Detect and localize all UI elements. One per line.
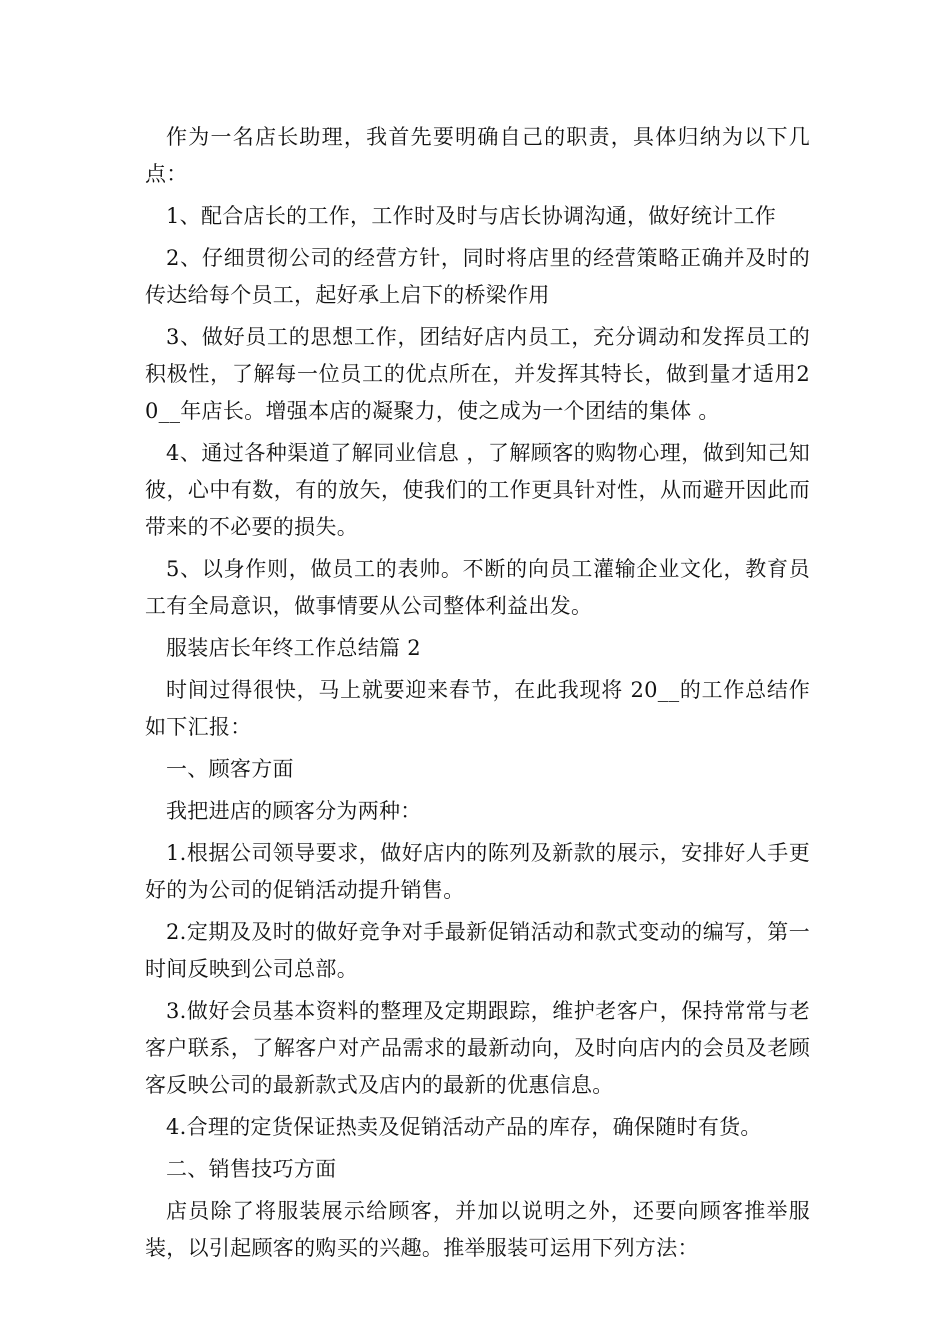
paragraph-duty-3: 3、做好员工的思想工作，团结好店内员工，充分调动和发挥员工的积极性，了解每一位员工的优点所在，并发挥其特长，做到量才适用20__年店长。增强本店的凝聚力，使之成为一个团结的集体 。 (145, 325, 810, 423)
paragraph-intro: 作为一名店长助理，我首先要明确自己的职责，具体归纳为以下几点： (145, 125, 810, 186)
paragraph-item-3: 3.做好会员基本资料的整理及定期跟踪，维护老客户，保持常常与老客户联系，了解客户对产品需求的最新动向，及时向店内的会员及老顾客反映公司的最新款式及店内的最新的优惠信息。 (145, 999, 810, 1097)
paragraph-sales-methods: 店员除了将服装展示给顾客，并加以说明之外，还要向顾客推举服装，以引起顾客的购买的兴趣。推举服装可运用下列方法： (145, 1199, 810, 1260)
paragraph-item-2: 2.定期及及时的做好竞争对手最新促销活动和款式变动的编写，第一时间反映到公司总部。 (145, 920, 810, 981)
paragraph-duty-1: 1、配合店长的工作，工作时及时与店长协调沟通，做好统计工作 (166, 204, 777, 228)
heading-customers: 一、顾客方面 (166, 757, 294, 781)
paragraph-customer-types: 我把进店的顾客分为两种： (166, 799, 422, 823)
document-body (145, 119, 810, 1272)
paragraph-duty-4: 4、通过各种渠道了解同业信息 ，了解顾客的购物心理，做到知己知彼，心中有数，有的放矢，使我们的工作更具针对性，从而避开因此而带来的不必要的损失。 (145, 441, 810, 539)
paragraph-item-4: 4.合理的定货保证热卖及促销活动产品的库存，确保随时有货。 (166, 1115, 762, 1139)
paragraph-duty-5: 5、以身作则，做员工的表帅。不断的向员工灌输企业文化，教育员工有全局意识，做事情要从公司整体利益出发。 (145, 557, 810, 618)
paragraph-duty-2: 2、仔细贯彻公司的经营方针，同时将店里的经营策略正确并及时的传达给每个员工，起好承上启下的桥梁作用 (145, 246, 810, 307)
heading-sales-skills: 二、销售技巧方面 (166, 1157, 337, 1181)
paragraph-summary-intro: 时间过得很快，马上就要迎来春节，在此我现将 20__的工作总结作如下汇报： (145, 678, 810, 739)
section-title: 服装店长年终工作总结篇 2 (166, 636, 421, 660)
paragraph-item-1: 1.根据公司领导要求，做好店内的陈列及新款的展示，安排好人手更好的为公司的促销活动提升销售。 (145, 841, 810, 902)
